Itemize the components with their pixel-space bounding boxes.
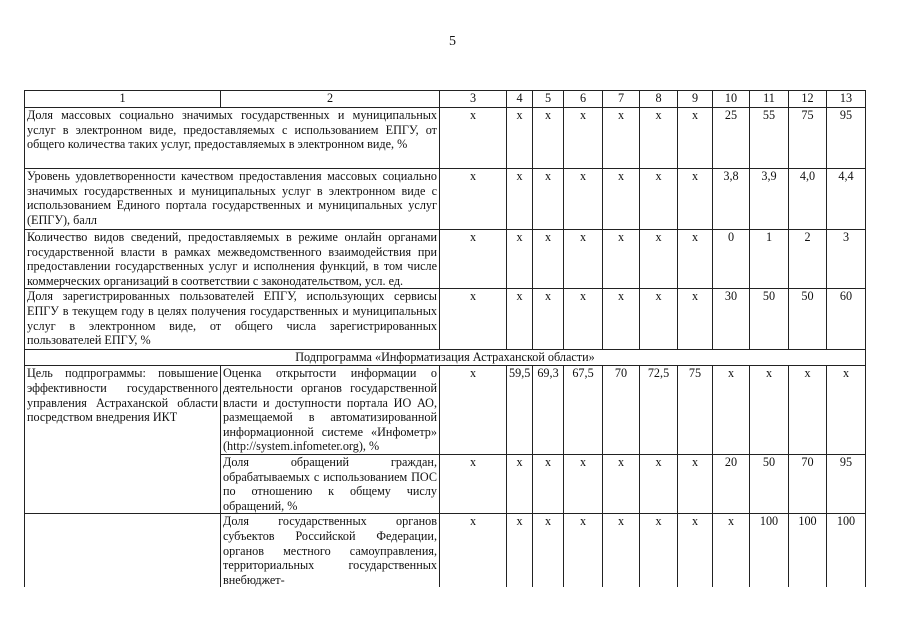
table-row <box>25 289 866 350</box>
column-header: 2 <box>221 91 440 108</box>
column-header: 9 <box>678 91 713 108</box>
table-cell: 70 <box>603 366 640 455</box>
column-header: 12 <box>789 91 827 108</box>
table-cell: х <box>507 230 533 289</box>
table-cell: х <box>678 514 713 587</box>
subprogram-title: Подпрограмма «Информатизация Астраханской области» <box>25 350 866 366</box>
table-cell: х <box>440 366 507 455</box>
table-cell: 50 <box>750 289 789 350</box>
table-cell: х <box>507 108 533 169</box>
table-cell: 25 <box>713 108 750 169</box>
table-cell: 30 <box>713 289 750 350</box>
table-cell: 3,9 <box>750 169 789 230</box>
table-cell: х <box>678 169 713 230</box>
table-cell: х <box>640 514 678 587</box>
header-row <box>25 91 866 108</box>
table-row <box>25 108 866 169</box>
table-cell: х <box>533 169 564 230</box>
table-cell: х <box>533 454 564 513</box>
table-cell: х <box>564 108 603 169</box>
table-cell: 3,8 <box>713 169 750 230</box>
table-cell: 100 <box>789 514 827 587</box>
table-cell: х <box>603 514 640 587</box>
table-cell: 70 <box>789 454 827 513</box>
table-cell: х <box>564 169 603 230</box>
column-header: 4 <box>507 91 533 108</box>
table-cell: х <box>564 514 603 587</box>
subprogram-goal: Цель подпрограммы: повышение эффективности государственного управления Астраханской области посредством внедрения ИКТ <box>25 366 221 514</box>
table-cell: 1 <box>750 230 789 289</box>
table-cell: х <box>507 289 533 350</box>
table-cell: 3 <box>827 230 866 289</box>
column-header: 3 <box>440 91 507 108</box>
table-cell: х <box>713 514 750 587</box>
table-cell: х <box>440 108 507 169</box>
indicator-label: Доля массовых социально значимых государственных и муниципальных услуг в электронном виде, предоставляемых с использованием ЕПГУ, от общего количества таких услуг, предоставляемых в электронном виде, % <box>25 108 440 169</box>
table-cell: 95 <box>827 454 866 513</box>
column-header: 11 <box>750 91 789 108</box>
column-header: 6 <box>564 91 603 108</box>
table-cell: 67,5 <box>564 366 603 455</box>
table-cell: 75 <box>789 108 827 169</box>
table-cell: х <box>533 230 564 289</box>
column-header: 13 <box>827 91 866 108</box>
table-cell: 2 <box>789 230 827 289</box>
empty-goal-cell <box>25 514 221 587</box>
table-cell: х <box>603 289 640 350</box>
page-number: 5 <box>449 34 456 49</box>
column-header: 7 <box>603 91 640 108</box>
table-cell: 95 <box>827 108 866 169</box>
table-cell: 100 <box>750 514 789 587</box>
table-cell: х <box>640 108 678 169</box>
indicator-label: Доля зарегистрированных пользователей ЕПГУ, использующих сервисы ЕПГУ в текущем году в целях получения государственных и муниципальных услуг в электронном виде, от общего числа зарегистрированных пользователей ЕПГУ, % <box>25 289 440 350</box>
table-cell: 69,3 <box>533 366 564 455</box>
indicator-label: Доля обращений граждан, обрабатываемых с использованием ПОС по отношению к общему числу обращений, % <box>221 454 440 513</box>
subprogram-row <box>25 350 866 366</box>
table-row <box>25 366 866 455</box>
indicator-label: Уровень удовлетворенности качеством предоставления массовых социально значимых государственных и муниципальных услуг в электронном виде с использованием Единого портала государственных и муниципальных услуг (ЕПГУ), балл <box>25 169 440 230</box>
table-row <box>25 230 866 289</box>
table-cell: 50 <box>789 289 827 350</box>
table-cell: х <box>789 366 827 455</box>
table-cell: х <box>678 289 713 350</box>
table-cell: х <box>678 454 713 513</box>
table-cell: х <box>533 514 564 587</box>
table-cell: 60 <box>827 289 866 350</box>
table-cell: х <box>440 454 507 513</box>
table-cell: х <box>640 230 678 289</box>
table-cell: х <box>678 108 713 169</box>
table-cell: х <box>713 366 750 455</box>
table-cell: х <box>827 366 866 455</box>
table-cell: 100 <box>827 514 866 587</box>
indicator-label: Количество видов сведений, предоставляемых в режиме онлайн органами государственной власти в рамках межведомственного взаимодействия при предоставлении государственных услуг и исполнения функций, в том числе коммерческих организаций в соответствии с законодательством, усл. ед. <box>25 230 440 289</box>
table-cell: 75 <box>678 366 713 455</box>
table-cell: 0 <box>713 230 750 289</box>
table-cell: х <box>640 454 678 513</box>
table-cell: 4,4 <box>827 169 866 230</box>
indicator-label: Оценка открытости информации о деятельности органов государственной власти и доступности портала ИО АО, размещаемой в автоматизированной информационной системе «Инфометр» (http://system.infometer.org), % <box>221 366 440 455</box>
indicators-table <box>24 90 866 587</box>
table-cell: х <box>533 108 564 169</box>
column-header: 1 <box>25 91 221 108</box>
table-row <box>25 514 866 587</box>
column-header: 8 <box>640 91 678 108</box>
column-header: 5 <box>533 91 564 108</box>
table-cell: х <box>603 230 640 289</box>
table-cell: х <box>440 169 507 230</box>
table-cell: х <box>507 169 533 230</box>
table-cell: х <box>603 169 640 230</box>
table-cell: х <box>440 289 507 350</box>
table-cell: х <box>640 169 678 230</box>
table-cell: 20 <box>713 454 750 513</box>
table-cell: х <box>603 454 640 513</box>
table-cell: х <box>440 514 507 587</box>
table-cell: 59,5 <box>507 366 533 455</box>
table-row <box>25 169 866 230</box>
table-cell: 50 <box>750 454 789 513</box>
table-cell: х <box>564 230 603 289</box>
column-header: 10 <box>713 91 750 108</box>
table-cell: х <box>603 108 640 169</box>
indicator-label: Доля государственных органов субъектов Российской Федерации, органов местного самоуправления, территориальных государственных внебюджет- <box>221 514 440 587</box>
table-cell: х <box>640 289 678 350</box>
table-cell: х <box>533 289 564 350</box>
table-cell: х <box>750 366 789 455</box>
table-cell: х <box>564 289 603 350</box>
table-cell: х <box>564 454 603 513</box>
table-cell: х <box>678 230 713 289</box>
table-cell: х <box>507 454 533 513</box>
table-cell: х <box>440 230 507 289</box>
table-cell: х <box>507 514 533 587</box>
table-cell: 4,0 <box>789 169 827 230</box>
table-cell: 55 <box>750 108 789 169</box>
table-cell: 72,5 <box>640 366 678 455</box>
